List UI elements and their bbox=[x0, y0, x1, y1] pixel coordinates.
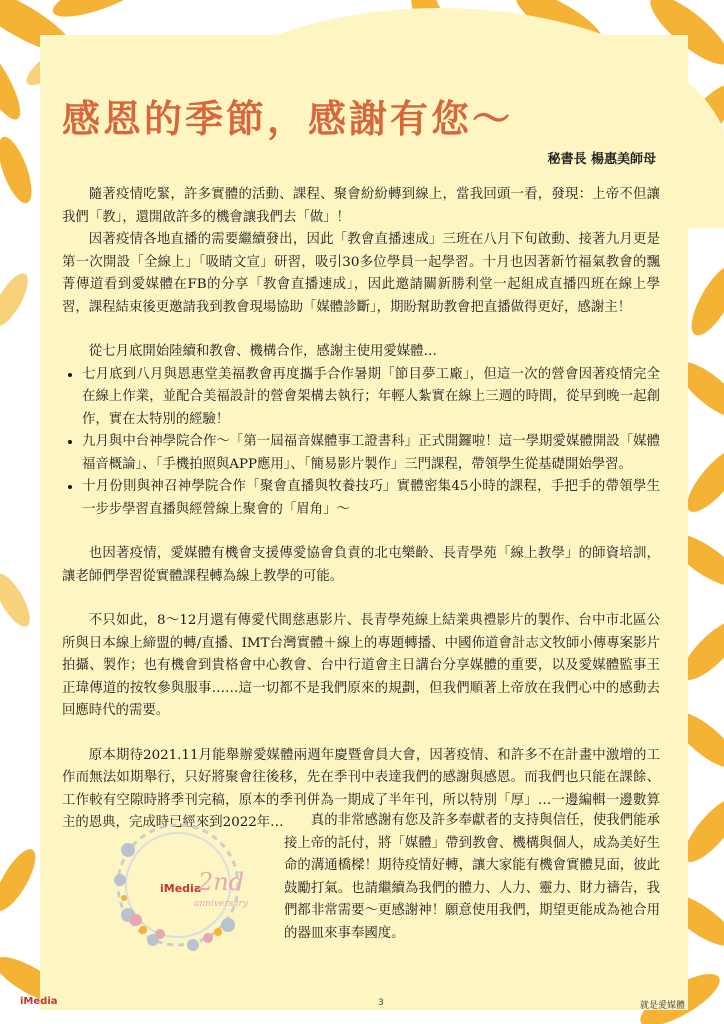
wreath-word: anniversary bbox=[194, 899, 248, 909]
bullet-list bbox=[62, 364, 660, 522]
paragraph: 不只如此，8～12月還有傳愛代間慈惠影片、長青學苑線上結業典禮影片的製作、台中市北區公所與日本線上締盟的轉/直播、IMT台灣實體＋線上的專題轉播、中國佈道會計志文牧師小傳專案影片拍攝、製作；也有機會到貴格會中心教會、台中行道會主日講台分享媒體的重要，以及愛媒體監事王正瑋傳道的按牧參與服事……這一切都不是我們原來的規劃，但我們順著上帝放在我們心中的感動去回應時代的需要。 bbox=[62, 613, 660, 718]
list-intro: 從七月底開始陸續和教會、機構合作，感謝主使用愛媒體… bbox=[88, 344, 437, 359]
page-title: 感恩的季節，感謝有您～ bbox=[62, 96, 514, 141]
list-item: • 十月份則與神召神學院合作「聚會直播與牧養技巧」實體密集45小時的課程，手把手的帶領學生一步步學習直播與經營線上聚會的「眉角」～ bbox=[82, 476, 660, 521]
author: 秘書長 楊惠美師母 bbox=[547, 152, 656, 167]
page-number: 3 bbox=[378, 998, 384, 1008]
list-item: • 九月與中台神學院合作～「第一屆福音媒體事工證書科」正式開鑼啦！這一學期愛媒體開設「媒體福音概論」、「手機拍照與APP應用」、「簡易影片製作」三門課程，帶領學生從基礎開始學習。 bbox=[82, 431, 660, 476]
closing-section bbox=[62, 810, 660, 970]
article bbox=[62, 90, 660, 835]
paragraph: 因著疫情各地直播的需要繼續發出，因此「教會直播速成」三班在八月下旬啟動、接著九月更是第一次開設「全線上」「吸睛文宣」研習，吸引30多位學員一起學習。十月也因著新竹福氣教會的飄菁傳道看到愛媒體在FB的分享「教會直播速成」，因此邀請關新勝利堂一起組成直播四班在線上學習，課程結束後更邀請我到教會現場協助「媒體診斷」，期盼幫助教會把直播做得更好，感謝主！ bbox=[62, 232, 660, 315]
wreath-brand: iMedia bbox=[160, 882, 202, 895]
list-item: • 七月底到八月與恩惠堂美福教會再度攜手合作暑期「節目夢工廠」，但這一次的營會因著疫情完全在線上作業，並配合美福設計的營會架構去執行；年輕人紮實在線上三週的時間，從早到晚一起創作，實在太特別的經驗！ bbox=[82, 364, 660, 432]
closing-text-block bbox=[284, 810, 660, 945]
paragraph: 也因著疫情，愛媒體有機會支援傳愛協會負責的北屯樂齡、長青學苑「線上教學」的師資培訓，讓老師們學習從實體課程轉為線上教學的可能。 bbox=[62, 546, 660, 584]
paragraph: 原本期待2021.11月能舉辦愛媒體兩週年慶暨會員大會，因著疫情、和許多不在計畫中激增的工作而無法如期舉行，只好將聚會往後移，先在季刊中表達我們的感謝與感恩。而我們也只能在課餘、工作較有空隙時將季刊完稿，原本的季刊併為一期成了半年刊，所以特別「厚」…一邊編輯一邊數算主的恩典，完成時已經來到2022年… bbox=[62, 747, 660, 830]
closing-paragraph: 真的非常感謝有您及許多奉獻者的支持與信任，使我們能承接上帝的託付，將「媒體」帶到教會、機構與個人，成為美好生命的溝通橋樑！期待疫情好轉，讓大家能有機會實體見面，彼此鼓勵打氣。也請繼續為我們的體力、人力、靈力、財力禱告，我們都非常需要～更感謝神！願意使用我們，期望更能成為祂合用的器皿來事奉國度。 bbox=[284, 813, 660, 941]
anniversary-wreath-image bbox=[98, 810, 288, 960]
footer-logo: iMedia bbox=[20, 996, 58, 1007]
wreath-number: 2nd bbox=[198, 868, 245, 896]
footer-text: 就是愛媒體 bbox=[640, 1001, 686, 1011]
paragraph: 隨著疫情吃緊，許多實體的活動、課程、聚會紛紛轉到線上，當我回頭一看，發現：上帝不但讓我們「教」，還開啟許多的機會讓我們去「做」！ bbox=[62, 187, 660, 225]
